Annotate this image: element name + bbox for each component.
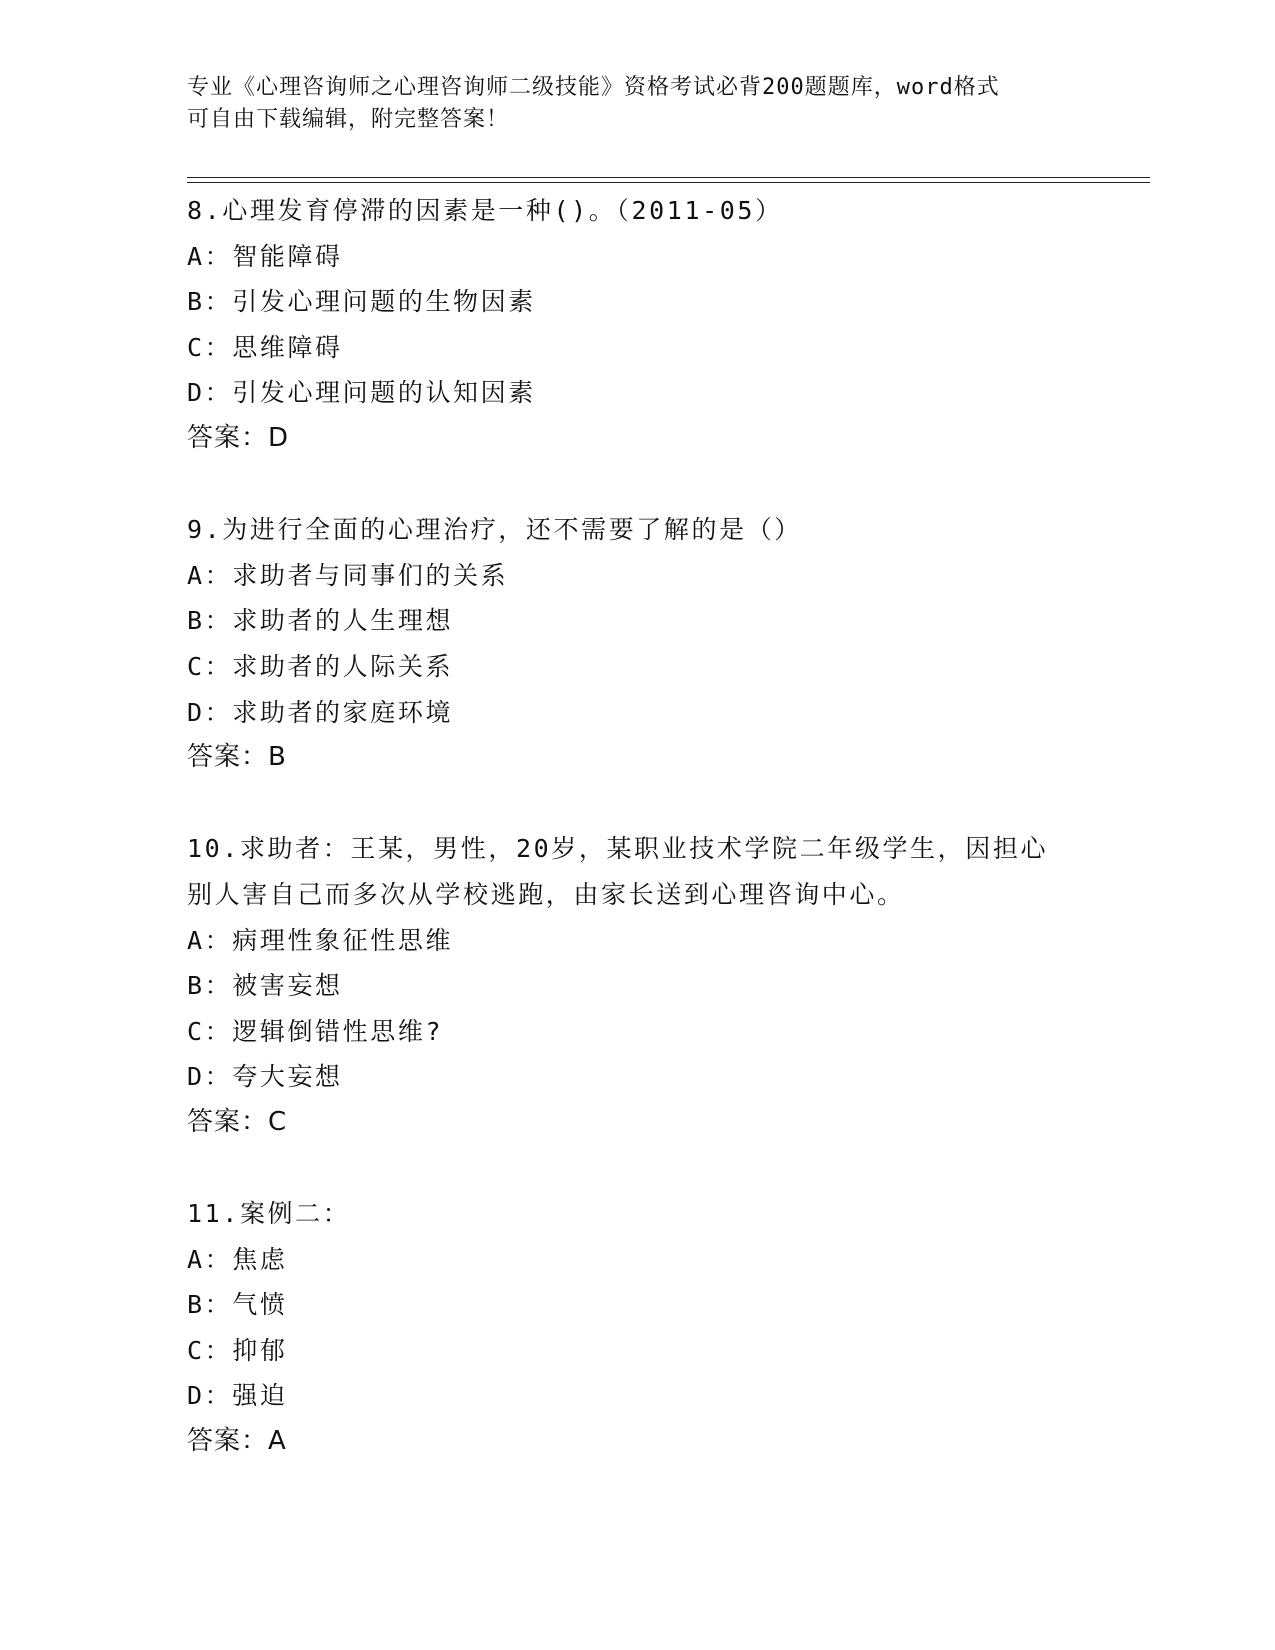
option-c: C：逻辑倒错性思维? (187, 1016, 444, 1046)
question-spacer (187, 1145, 1087, 1191)
question-list (187, 188, 1087, 1465)
header-line-1: 专业《心理咨询师之心理咨询师二级技能》资格考试必背200题题库，word格式 (187, 75, 1000, 100)
header-divider-bottom (187, 182, 1150, 183)
header-divider-top (187, 177, 1150, 178)
option-b: B：被害妄想 (187, 971, 343, 1001)
question-9 (187, 507, 1087, 781)
option-d: D：引发心理问题的认知因素 (187, 378, 536, 408)
option-d: D：强迫 (187, 1381, 288, 1411)
answer-line: 答案：B (187, 742, 287, 773)
option-b: B：引发心理问题的生物因素 (187, 287, 536, 317)
question-stem: 11.案例二： (187, 1199, 351, 1229)
answer-line: 答案：A (187, 1426, 287, 1457)
option-a: A：病理性象征性思维 (187, 925, 454, 955)
option-d: D：求助者的家庭环境 (187, 697, 454, 727)
question-stem-line-1: 10.求助者：王某，男性，20岁，某职业技术学院二年级学生，因担心 (187, 834, 1049, 864)
question-spacer (187, 462, 1087, 508)
option-c: C：思维障碍 (187, 332, 343, 362)
answer-line: 答案：D (187, 422, 290, 453)
question-spacer (187, 781, 1087, 827)
question-11 (187, 1191, 1087, 1465)
question-stem: 9.为进行全面的心理治疗，还不需要了解的是（） (187, 515, 802, 545)
option-b: B：气愤 (187, 1290, 288, 1320)
option-a: A：智能障碍 (187, 241, 343, 271)
option-c: C：抑郁 (187, 1335, 288, 1365)
answer-line: 答案：C (187, 1106, 288, 1137)
option-c: C：求助者的人际关系 (187, 651, 454, 681)
question-8 (187, 188, 1087, 462)
option-d: D：夸大妄想 (187, 1062, 343, 1092)
question-stem-line-2: 别人害自己而多次从学校逃跑，由家长送到心理咨询中心。 (187, 879, 905, 909)
document-header (187, 72, 1087, 136)
option-a: A：求助者与同事们的关系 (187, 560, 509, 590)
option-a: A：焦虑 (187, 1244, 288, 1274)
question-stem: 8.心理发育停滞的因素是一种()。（2011-05） (187, 196, 783, 225)
option-b: B：求助者的人生理想 (187, 606, 454, 636)
header-line-2: 可自由下载编辑，附完整答案！ (187, 107, 510, 132)
question-10 (187, 826, 1087, 1145)
